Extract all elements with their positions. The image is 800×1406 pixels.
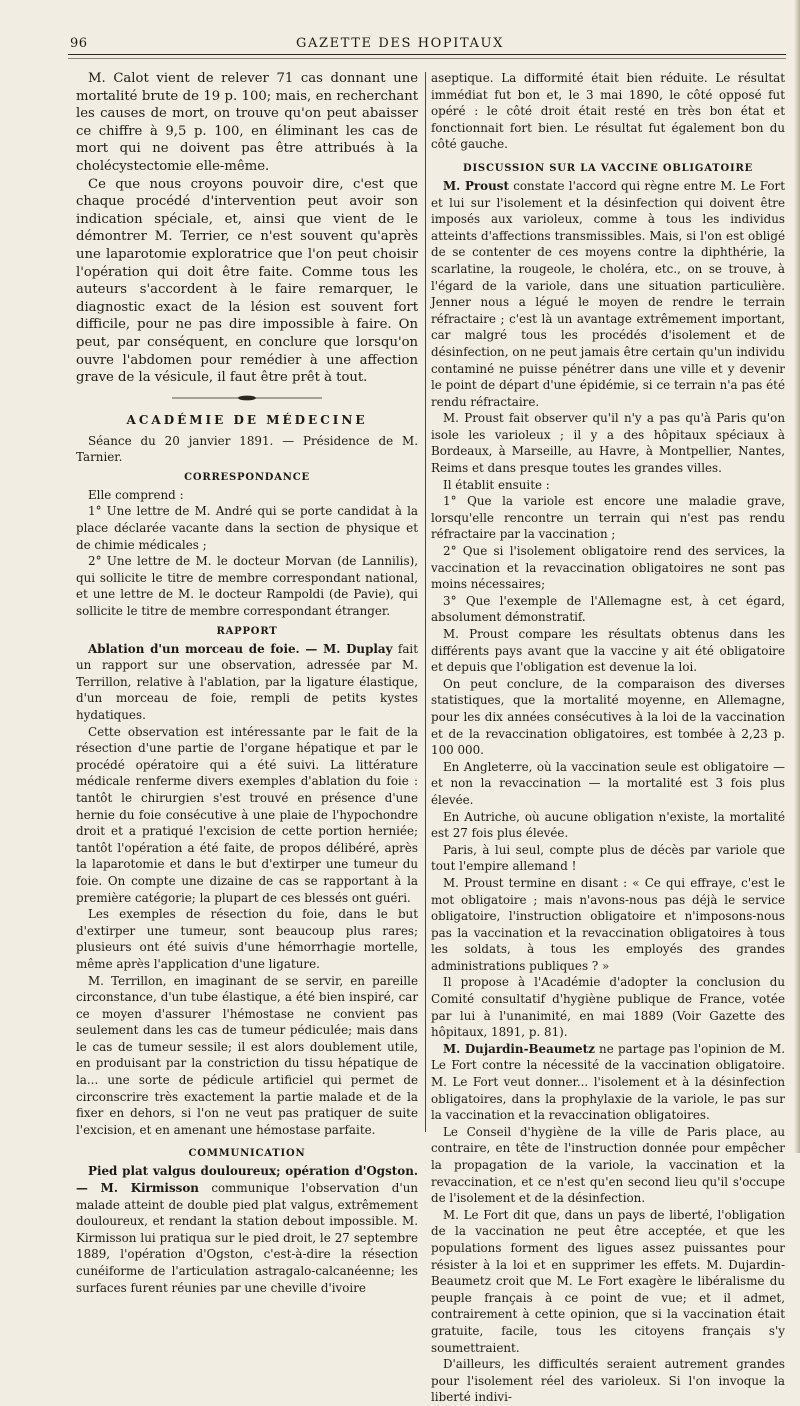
section-title: ACADÉMIE DE MÉDECINE	[126, 412, 368, 427]
seance-line: Séance du 20 janvier 1891. — Présidence de M. Tarnier.	[76, 433, 418, 465]
paragraph: M. Le Fort dit que, dans un pays de liberté, l'obligation de la vaccination ne peut être acceptée, et que les populations forment des ligues assez puissantes pour résister à la loi et en supprimer les effets. M. Dujardin-Beaumetz croit que M. Le Fort exagère le libéralisme du peuple français à ce point de vue; et il admet, contrairement à cette opinion, que si la vaccination était gratuite, facile, tous les citoyens français s'y soumettraient.	[431, 1207, 785, 1355]
paragraph	[431, 1041, 785, 1124]
run-in-heading: Ablation d'un morceau de foie. — M. Duplay	[88, 641, 393, 656]
paragraph-text: communique l'observation d'un malade atteint de double pied plat valgus, extrêmement douloureux, et rendant la station debout impossible. M. Kirmisson lui pratiqua sur le pied droit, le 27 septembre 1889, l'opération d'Ogston, c'est-à-dire la résection cunéiforme de l'articulation astragalo-calcanéenne; les surfaces furent réunies par une cheville d'ivoire	[76, 1181, 419, 1295]
paragraph: aseptique. La difformité était bien réduite. Le résultat immédiat fut bon et, le 3 mai 1890, le côté opposé fut opéré : le côté droit était resté en très bon état et fonctionnait fort bien. Le résultat fut également bon du côté gauche.	[431, 71, 785, 152]
paragraph: En Angleterre, où la vaccination seule est obligatoire — et non la revaccination — la mortalité est 3 fois plus élevée.	[431, 759, 785, 807]
paragraph: M. Proust compare les résultats obtenus dans les différents pays avant que la vaccine y ait été obligatoire et depuis que l'obligation est devenue la loi.	[431, 627, 785, 675]
paragraph	[76, 641, 418, 724]
paragraph: Elle comprend :	[88, 487, 184, 502]
paragraph: 1° Une lettre de M. André qui se porte candidat à la place déclarée vacante dans la section de physique et de chimie médicales ;	[76, 504, 418, 552]
running-title: GAZETTE DES HOPITAUX	[296, 36, 504, 51]
column-divider	[425, 72, 426, 1132]
paragraph: 3° Que l'exemple de l'Allemagne est, à cet égard, absolument démonstratif.	[431, 593, 785, 625]
subheading: DISCUSSION SUR LA VACCINE OBLIGATOIRE	[462, 162, 754, 174]
paragraph-text: fait un rapport sur une observation, adressée par M. Terrillon, relative à l'ablation, par la ligature élastique, d'un morceau de foie, rempli de petits kystes hydatiques.	[76, 641, 418, 722]
page-edge	[794, 0, 800, 1153]
paragraph-text: ne partage pas l'opinion de M. Le Fort contre la nécessité de la vaccination obligatoire. M. Le Fort veut donner... l'isolement et à la désinfection obligatoires, dans la prophylaxie de la variole, le pas sur la vaccination et la revaccination obligatoires.	[431, 1041, 785, 1123]
paragraph: Le Conseil d'hygiène de la ville de Paris place, au contraire, en tête de l'instruction donnée pour empêcher la propagation de la variole, la vaccination et la revaccination, et ce n'est qu'en second lieu qu'il s'occupe de l'isolement et de la désinfection.	[431, 1124, 785, 1206]
paragraph: M. Calot vient de relever 71 cas donnant une mortalité brute de 19 p. 100; mais, en recherchant les causes de mort, on trouve qu'on peut abaisser ce chiffre à 9,5 p. 100, en éliminant les cas de mort qui ne doivent pas être attribués à la cholécystectomie elle-même.	[76, 71, 418, 174]
subheading: COMMUNICATION	[188, 1148, 306, 1160]
paragraph: D'ailleurs, les difficultés seraient autrement grandes pour l'isolement réel des varioleux. Si l'on invoque la liberté indivi-	[431, 1357, 785, 1405]
paragraph: M. Proust termine en disant : « Ce qui effraye, c'est le mot obligatoire ; mais n'avons-nous pas déjà le service obligatoire, l'instruction obligatoire et n'imposons-nous pas la vaccination et la revaccination obligatoires à tous les soldats, à tous les employés des grandes administrations publiques ? »	[431, 875, 785, 973]
left-column	[76, 70, 418, 1296]
paragraph: Ce que nous croyons pouvoir dire, c'est que chaque procédé d'intervention peut avoir son indication spéciale, et, ainsi que vient de le démontrer M. Terrier, ce n'est souvent qu'après une laparotomie exploratrice que l'on peut choisir l'opération qui doit être faite. Comme tous les auteurs s'accordent à le faire remarquer, le diagnostic exact de la lésion est souvent fort difficile, pour ne pas dire impossible à faire. On peut, par conséquent, en conclure que lorsqu'on ouvre l'abdomen pour remédier à une affection grave de la vésicule, il faut être prêt à tout.	[76, 176, 418, 386]
header-rule-thin	[68, 58, 786, 59]
paragraph: 2° Une lettre de M. le docteur Morvan (de Lannilis), qui sollicite le titre de membre correspondant national, et une lettre de M. le docteur Rampoldi (de Pavie), qui sollicite le titre de membre correspondant étranger.	[76, 554, 418, 619]
paragraph: M. Proust fait observer qu'il n'y a pas qu'à Paris qu'on isole les varioleux ; il y a des hôpitaux spéciaux à Bordeaux, à Marseille, au Havre, à Montpellier, Nantes, Reims et dans presque toutes les grandes villes.	[431, 411, 785, 476]
run-in-heading: M. Proust	[443, 178, 509, 193]
paragraph: Les exemples de résection du foie, dans le but d'extirper une tumeur, sont beaucoup plus rares; plusieurs ont été suivis d'une hémorrhagie mortelle, même après l'application d'une ligature.	[76, 907, 418, 971]
subheading: RAPPORT	[216, 625, 278, 637]
paragraph: M. Terrillon, en imaginant de se servir, en pareille circonstance, d'un tube élastique, a été bien inspiré, car ce moyen d'assurer l'hémostase ne convient pas seulement dans les cas de tumeur pédiculée; mais dans le cas de tumeur sessile; il est alors doublement utile, en produisant par la constriction du tissu hépatique de la... une sorte de pédicule artificiel qui permet de circonscrire très exactement la partie malade et de la fixer en dehors, si l'on ne veut pas pratiquer de suite l'excision, et en amenant une hémostase parfaite.	[76, 973, 418, 1137]
paragraph: 1° Que la variole est encore une maladie grave, lorsqu'elle rencontre un terrain qui n'est pas rendu réfractaire par la vaccination ;	[431, 494, 785, 542]
paragraph: Paris, à lui seul, compte plus de décès par variole que tout l'empire allemand !	[431, 842, 785, 874]
paragraph: On peut conclure, de la comparaison des diverses statistiques, que la mortalité moyenne, en Allemagne, pour les dix années consécutives à la loi de la vaccination et de la revaccination obligatoires, est tombée à 2,23 p. 100 000.	[431, 676, 785, 758]
paragraph	[431, 178, 785, 410]
right-column	[431, 70, 785, 1406]
paragraph: Il établit ensuite :	[443, 477, 550, 492]
paragraph: Il propose à l'Académie d'adopter la conclusion du Comité consultatif d'hygiène publique de France, votée par lui à l'unanimité, en mai 1889 (Voir Gazette des hôpitaux, 1891, p. 81).	[431, 975, 785, 1040]
paragraph: Cette observation est intéressante par le fait de la résection d'une partie de l'organe hépatique et par le procédé opératoire qui a été suivi. La littérature médicale renferme divers exemples d'ablation du foie : tantôt le chirurgien s'est trouvé en présence d'une hernie du foie consécutive à une plaie de l'hypochondre droit et a pratiqué l'excision de cette portion herniée; tantôt l'opération a été faite, de propos délibéré, après la laparotomie et dans le but d'extirper une tumeur du foie. On compte une dizaine de cas se rapportant à la première catégorie; la plupart de ces blessés ont guéri.	[76, 724, 418, 905]
run-in-heading: Pied plat valgus douloureux; opération d'Ogston. — M. Kirmisson	[76, 1164, 418, 1196]
paragraph: 2° Que si l'isolement obligatoire rend des services, la vaccination et la revaccination obligatoires ne sont pas moins nécessaires;	[431, 544, 785, 592]
run-in-heading: M. Dujardin-Beaumetz	[443, 1041, 595, 1056]
ornament-divider	[172, 395, 322, 401]
paragraph: En Autriche, où aucune obligation n'existe, la mortalité est 27 fois plus élevée.	[431, 809, 785, 841]
paragraph-text: constate l'accord qui règne entre M. Le Fort et lui sur l'isolement et la désinfection qui doivent être imposés aux varioleux, comme à tous les individus atteints d'affections transmissibles. Mais, si l'on est obligé de se contenter de ces moyens contre la diphthérie, la scarlatine, la rougeole, le choléra, etc., on se trouve, à l'égard de la variole, dans une situation particulière. Jenner nous a légué le moyen de rendre le terrain réfractaire ; c'est là un avantage extrêmement important, car malgré tous les procédés d'isolement et de désinfection, on ne peut jamais être certain qu'un individu contaminé ne puisse pénétrer dans une ville et y devenir le point de départ d'une épidémie, si ce terrain n'a pas été rendu réfractaire.	[431, 178, 785, 409]
header-rule	[68, 54, 786, 55]
subheading: CORRESPONDANCE	[184, 471, 310, 483]
page-number: 96	[70, 36, 88, 51]
paragraph	[76, 1163, 418, 1296]
